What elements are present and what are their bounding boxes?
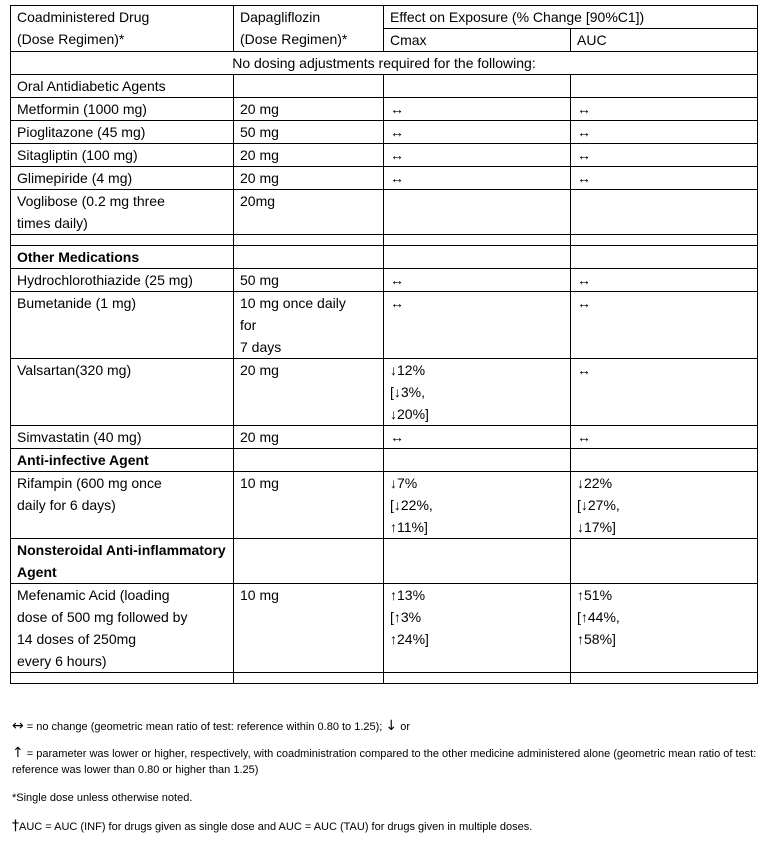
drug-cell: Hydrochlorothiazide (25 mg) [11, 269, 234, 292]
group-title: Anti-infective Agent [11, 449, 234, 472]
empty-cell [234, 673, 384, 684]
auc-cell: ↔ [571, 426, 758, 449]
empty-cell [571, 673, 758, 684]
dose-cell: 20 mg [234, 167, 384, 190]
footnote-lower-higher [12, 745, 760, 778]
empty-cell [571, 235, 758, 246]
empty-cell [384, 246, 571, 269]
table-row [11, 269, 758, 292]
group-title: Other Medications [11, 246, 234, 269]
dose-cell: 20 mg [234, 98, 384, 121]
footnote-lower-higher-text: = parameter was lower or higher, respectively, with coadministration compared to the other medicine administered alone (geometric mean ratio of test: reference was lower than 0.80 or higher than 1.25) [12, 748, 757, 776]
footnote-single-dose: *Single dose unless otherwise noted. [12, 792, 193, 804]
group-header-row [11, 539, 758, 584]
empty-cell [384, 673, 571, 684]
empty-cell [234, 246, 384, 269]
footnote-or: or [397, 721, 410, 733]
group-header-row [11, 75, 758, 98]
empty-cell [234, 75, 384, 98]
cmax-cell: ↔ [384, 426, 571, 449]
table-row [11, 426, 758, 449]
cmax-cell [384, 190, 571, 235]
cmax-cell: ↔ [384, 292, 571, 359]
cmax-cell: ↑13% [↑3% ↑24%] [384, 584, 571, 673]
drug-cell: Sitagliptin (100 mg) [11, 144, 234, 167]
drug-cell: Mefenamic Acid (loading dose of 500 mg followed by 14 doses of 250mg every 6 hours) [11, 584, 234, 673]
group-title: Nonsteroidal Anti-inflammatory Agent [11, 539, 234, 584]
dagger-icon: † [12, 818, 19, 834]
drug-interaction-table [10, 5, 758, 684]
empty-cell [234, 449, 384, 472]
no-adjust-row [11, 52, 758, 75]
dose-cell: 20 mg [234, 359, 384, 426]
empty-cell [11, 235, 234, 246]
empty-cell [384, 75, 571, 98]
footnote-no-change [12, 718, 760, 735]
table-row [11, 584, 758, 673]
header-cmax: Cmax [384, 29, 571, 52]
cmax-cell: ↓7% [↓22%, ↑11%] [384, 472, 571, 539]
no-adjust-note: No dosing adjustments required for the following: [11, 52, 758, 75]
spacer-row [11, 673, 758, 684]
table-row [11, 144, 758, 167]
spacer-row [11, 235, 758, 246]
header-effect-on-exposure: Effect on Exposure (% Change [90%C1]) [384, 6, 758, 29]
drug-cell: Glimepiride (4 mg) [11, 167, 234, 190]
empty-cell [384, 235, 571, 246]
table-row [11, 472, 758, 539]
auc-cell: ↔ [571, 359, 758, 426]
group-header-row [11, 449, 758, 472]
auc-cell: ↔ [571, 98, 758, 121]
cmax-cell: ↔ [384, 121, 571, 144]
empty-cell [384, 449, 571, 472]
auc-cell: ↔ [571, 121, 758, 144]
dose-cell: 10 mg [234, 584, 384, 673]
footnotes [12, 718, 760, 835]
two-way-arrow-icon: ↔ [12, 718, 24, 734]
auc-cell: ↔ [571, 144, 758, 167]
header-dapagliflozin: Dapagliflozin (Dose Regimen)* [234, 6, 384, 52]
drug-cell: Voglibose (0.2 mg three times daily) [11, 190, 234, 235]
cmax-cell: ↔ [384, 269, 571, 292]
down-arrow-icon: ↓ [385, 718, 398, 734]
empty-cell [234, 235, 384, 246]
table-row [11, 98, 758, 121]
footnote-no-change-text: = no change (geometric mean ratio of test: reference within 0.80 to 1.25); [23, 721, 383, 733]
auc-cell: ↔ [571, 269, 758, 292]
header-coadministered-drug: Coadministered Drug (Dose Regimen)* [11, 6, 234, 52]
auc-cell [571, 190, 758, 235]
auc-cell: ↔ [571, 167, 758, 190]
group-title: Oral Antidiabetic Agents [11, 75, 234, 98]
header-auc: AUC [571, 29, 758, 52]
header-row [11, 6, 758, 29]
dose-cell: 50 mg [234, 121, 384, 144]
dose-cell: 10 mg [234, 472, 384, 539]
auc-cell: ↓22% [↓27%, ↓17%] [571, 472, 758, 539]
table-body [11, 6, 758, 684]
empty-cell [384, 539, 571, 584]
drug-cell: Bumetanide (1 mg) [11, 292, 234, 359]
dose-cell: 20mg [234, 190, 384, 235]
empty-cell [234, 539, 384, 584]
group-header-row [11, 246, 758, 269]
empty-cell [571, 75, 758, 98]
cmax-cell: ↔ [384, 167, 571, 190]
empty-cell [571, 246, 758, 269]
cmax-cell: ↓12% [↓3%, ↓20%] [384, 359, 571, 426]
drug-cell: Simvastatin (40 mg) [11, 426, 234, 449]
empty-cell [11, 673, 234, 684]
footnote-auc [12, 818, 760, 835]
table-row [11, 167, 758, 190]
drug-cell: Valsartan(320 mg) [11, 359, 234, 426]
table-row [11, 121, 758, 144]
auc-cell: ↑51% [↑44%, ↑58%] [571, 584, 758, 673]
drug-cell: Pioglitazone (45 mg) [11, 121, 234, 144]
table-row [11, 292, 758, 359]
dose-cell: 20 mg [234, 426, 384, 449]
table-row [11, 190, 758, 235]
empty-cell [571, 449, 758, 472]
drug-cell: Rifampin (600 mg once daily for 6 days) [11, 472, 234, 539]
table-row [11, 359, 758, 426]
drug-cell: Metformin (1000 mg) [11, 98, 234, 121]
cmax-cell: ↔ [384, 144, 571, 167]
dose-cell: 20 mg [234, 144, 384, 167]
up-arrow-icon: ↑ [12, 745, 24, 761]
cmax-cell: ↔ [384, 98, 571, 121]
auc-cell: ↔ [571, 292, 758, 359]
dose-cell: 10 mg once daily for 7 days [234, 292, 384, 359]
empty-cell [571, 539, 758, 584]
dose-cell: 50 mg [234, 269, 384, 292]
footnote-auc-text: AUC = AUC (INF) for drugs given as single dose and AUC = AUC (TAU) for drugs given in multiple doses. [19, 821, 533, 833]
